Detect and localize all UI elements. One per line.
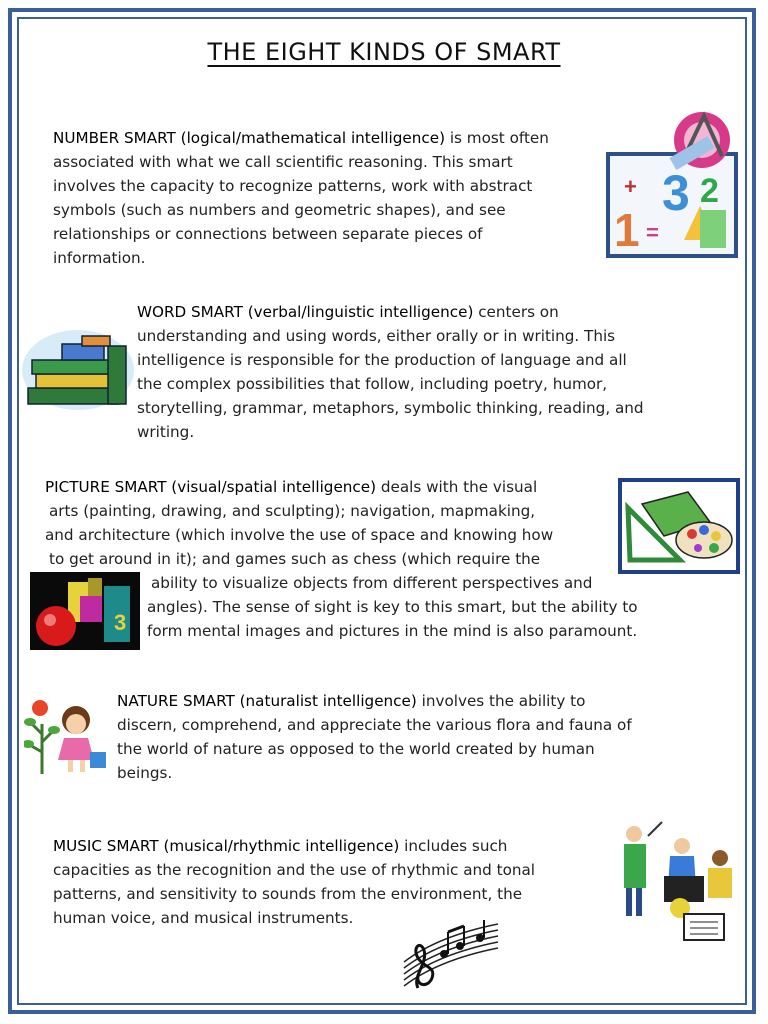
picture-smart-heading: PICTURE SMART (visual/spatial intelligence): [45, 478, 377, 496]
music-class-clipart-image: [620, 818, 740, 944]
digit-one: 1: [614, 204, 640, 256]
digit-two: 2: [700, 172, 719, 210]
word-smart-heading: WORD SMART (verbal/linguistic intelligence): [137, 303, 474, 321]
3d-blocks-clipart-image: [30, 572, 140, 650]
block-number: 3: [114, 610, 127, 635]
music-smart-paragraph: MUSIC SMART (musical/rhythmic intelligence) includes such capacities as the recognition and the use of rhythmic and tonal patterns, and sensitivity to sounds from the environment, the human voice, and musical instruments.: [53, 837, 536, 927]
nature-smart-heading: NATURE SMART (naturalist intelligence): [117, 692, 417, 710]
word-smart-paragraph: WORD SMART (verbal/linguistic intelligence) centers on understanding and using words, either orally or in writing. This intelligence is responsible for the production of language and all the complex possibilities that follow, including poetry, humor, storytelling, grammar, metaphors, symbolic thinking, reading, and writing.: [137, 303, 644, 441]
equals-sign: =: [646, 220, 659, 245]
nature-smart-paragraph: NATURE SMART (naturalist intelligence) involves the ability to discern, comprehend, and appreciate the various flora and fauna of the world of nature as opposed to the world created by human beings.: [117, 692, 632, 782]
music-smart-heading: MUSIC SMART (musical/rhythmic intelligence): [53, 837, 400, 855]
math-clipart-image: [604, 110, 740, 260]
picture-smart-paragraph-continued: ability to visualize objects from different perspectives and angles). The sense of sight is key to this smart, but the ability to form mental images and pictures in the mind is also paramount.: [147, 574, 638, 640]
art-palette-clipart-image: [618, 478, 740, 574]
music-notes-clipart-image: [398, 916, 502, 992]
page-title: THE EIGHT KINDS OF SMART: [207, 38, 561, 66]
picture-smart-paragraph: PICTURE SMART (visual/spatial intelligence) deals with the visual arts (painting, drawing, and sculpting); navigation, mapmaking, and architecture (which involve the use of space and knowing how to get around in it); and games such as chess (which require the: [45, 478, 554, 568]
nature-girl-clipart-image: [24, 694, 114, 776]
books-clipart-image: [18, 322, 136, 412]
digit-three: 3: [662, 165, 690, 221]
plus-sign: +: [624, 174, 637, 199]
number-smart-paragraph: NUMBER SMART (logical/mathematical intelligence) is most often associated with what we call scientific reasoning. This smart involves the capacity to recognize patterns, work with abstract symbols (such as numbers and geometric shapes), and see relationships or connections between separate pieces of information.: [53, 129, 549, 267]
number-smart-heading: NUMBER SMART (logical/mathematical intelligence): [53, 129, 445, 147]
